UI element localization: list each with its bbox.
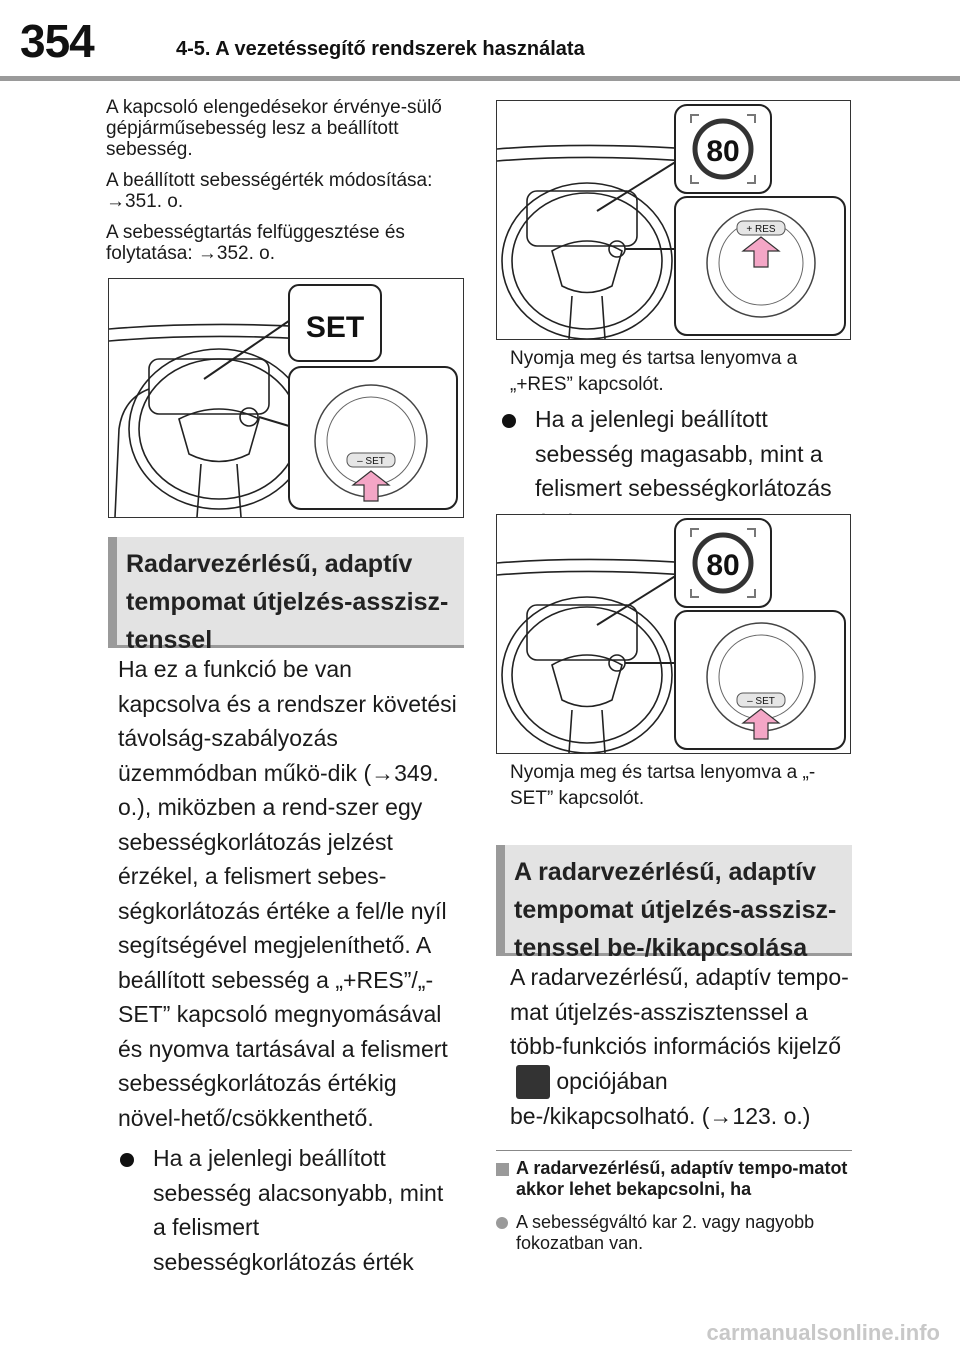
page-header bbox=[0, 0, 960, 84]
figure-caption: Nyomja meg és tartsa lenyomva a „+RES” kapcsolót. bbox=[510, 348, 798, 395]
speed-sign-value: 80 bbox=[706, 549, 740, 582]
section2-paragraph bbox=[510, 960, 850, 1134]
section2-text-a: A radarvezérlésű, adaptív tempo-mat útjelzés-asszisztenssel a több-funkciós információs kijelző bbox=[510, 964, 849, 1059]
section2-body bbox=[510, 960, 850, 1134]
page-number: 354 bbox=[20, 15, 94, 67]
bullet-text: Ha a jelenlegi beállított sebesség alacsonyabb, mint a felismert sebességkorlátozás érték bbox=[153, 1145, 444, 1275]
notes-block bbox=[496, 1158, 852, 1254]
gear-icon bbox=[516, 1065, 550, 1099]
section-heading-speed-limit-assist bbox=[108, 537, 464, 654]
divider bbox=[496, 1150, 852, 1151]
section-heading-enable-disable bbox=[496, 845, 852, 962]
set-callout-label: SET bbox=[305, 311, 365, 344]
circle-bullet-icon bbox=[496, 1217, 508, 1229]
set-switch-label: – SET bbox=[747, 696, 775, 707]
square-bullet-icon bbox=[496, 1163, 509, 1176]
header-rule bbox=[0, 76, 960, 81]
figure-caption: Nyomja meg és tartsa lenyomva a „-SET” kapcsolót. bbox=[510, 762, 816, 809]
note-text: A sebességváltó kar 2. vagy nagyobb fokozatban van. bbox=[516, 1212, 815, 1253]
caption-figure3 bbox=[510, 760, 850, 812]
steering-wheel-illustration bbox=[497, 101, 850, 339]
speed-sign-value: 80 bbox=[706, 135, 740, 168]
section-title: Radarvezérlésű, adaptív tempomat útjelzés-asszisz-tenssel bbox=[126, 550, 449, 654]
bullet-dot bbox=[120, 1153, 134, 1167]
intro-text bbox=[106, 97, 466, 274]
section1-body bbox=[118, 652, 458, 1279]
section-accent bbox=[496, 845, 505, 953]
sub-heading bbox=[496, 1158, 852, 1200]
steering-wheel-illustration bbox=[497, 515, 850, 753]
section-accent bbox=[108, 537, 117, 645]
bullet-dot bbox=[502, 414, 516, 428]
bullet-text: Ha a jelenlegi beállított sebesség magasabb, mint a felismert sebességkorlátozás bbox=[535, 406, 832, 501]
bullet-item bbox=[118, 1141, 458, 1279]
caption-figure2 bbox=[510, 346, 850, 398]
intro-paragraph: A kapcsoló elengedésekor érvénye-sülő gépjárműsebesség lesz a beállított sebesség. bbox=[106, 97, 442, 160]
intro-paragraph: A beállított sebességérték módosítása: →351. o. bbox=[106, 170, 433, 212]
section1-paragraph: Ha ez a funkció be van kapcsolva és a rendszer követési távolság-szabályozás üzemmódban műkö-dik (→349. o.), miközben a rend-szer egy sebességkorlátozás jelzést érzékel, a felismert sebes-ségkorlátozás értéke a fel/le nyíl segítségével megjeleníthető. A beállított sebesség a „+RES”/„-SET” kapcsoló megnyomásával és nyomva tartásával a felismert sebességkorlátozás értékig növel-hető/csökkenthető. bbox=[118, 656, 457, 1131]
intro-paragraph: A sebességtartás felfüggesztése és folytatása: →352. o. bbox=[106, 222, 405, 264]
figure-set-switch bbox=[108, 278, 464, 518]
section2-text-b: opciójában be-/kikapcsolható. (→123. o.) bbox=[510, 1067, 811, 1130]
figure-set-switch-2 bbox=[496, 514, 851, 754]
figure-res-switch bbox=[496, 100, 851, 340]
res-switch-label: + RES bbox=[746, 224, 776, 235]
section-title: A radarvezérlésű, adaptív tempomat útjelzés-asszisz-tenssel be-/kikapcsolása bbox=[514, 858, 837, 962]
chapter-title: 4-5. A vezetéssegítő rendszerek használata bbox=[176, 38, 585, 60]
sub-heading-text: A radarvezérlésű, adaptív tempo-matot akkor lehet bekapcsolni, ha bbox=[516, 1158, 848, 1199]
steering-wheel-illustration bbox=[109, 279, 463, 517]
set-switch-label: – SET bbox=[357, 456, 385, 467]
watermark: carmanualsonline.info bbox=[706, 1320, 940, 1345]
note-item bbox=[496, 1212, 852, 1254]
